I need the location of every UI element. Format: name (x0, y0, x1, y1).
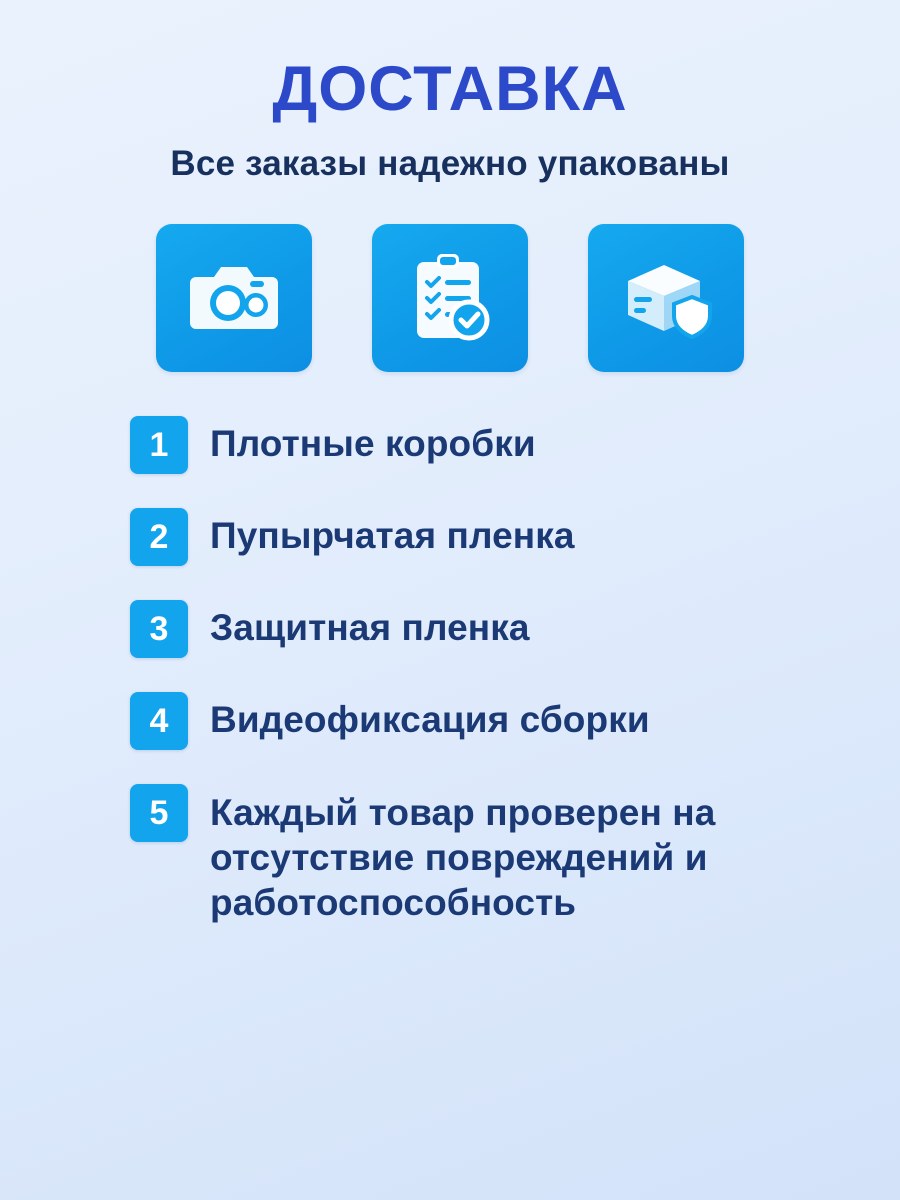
step-label: Пупырчатая пленка (210, 515, 575, 557)
page-title: ДОСТАВКА (272, 54, 628, 124)
icon-row (156, 224, 744, 372)
checklist-icon-tile (372, 224, 528, 372)
step-label: Видеофиксация сборки (210, 699, 650, 741)
step-label: Плотные коробки (210, 423, 536, 465)
step-number-badge: 3 (130, 600, 188, 658)
packaging-steps-list (70, 416, 830, 959)
step-number-badge: 1 (130, 416, 188, 474)
list-item (130, 692, 830, 750)
step-number-badge: 4 (130, 692, 188, 750)
list-item (130, 508, 830, 566)
step-label: Каждый товар проверен на отсутствие повреждений и работоспособность (210, 792, 716, 924)
step-number-badge: 5 (130, 784, 188, 842)
checklist-icon (407, 250, 493, 346)
camera-icon-tile (156, 224, 312, 372)
list-item (130, 416, 830, 474)
protected-box-icon-tile (588, 224, 744, 372)
step-label: Защитная пленка (210, 607, 530, 649)
camera-icon (186, 257, 282, 339)
protected-box-icon (616, 253, 716, 343)
step-number-badge: 2 (130, 508, 188, 566)
page-subtitle: Все заказы надежно упакованы (170, 144, 730, 184)
list-item (130, 784, 830, 925)
list-item (130, 600, 830, 658)
